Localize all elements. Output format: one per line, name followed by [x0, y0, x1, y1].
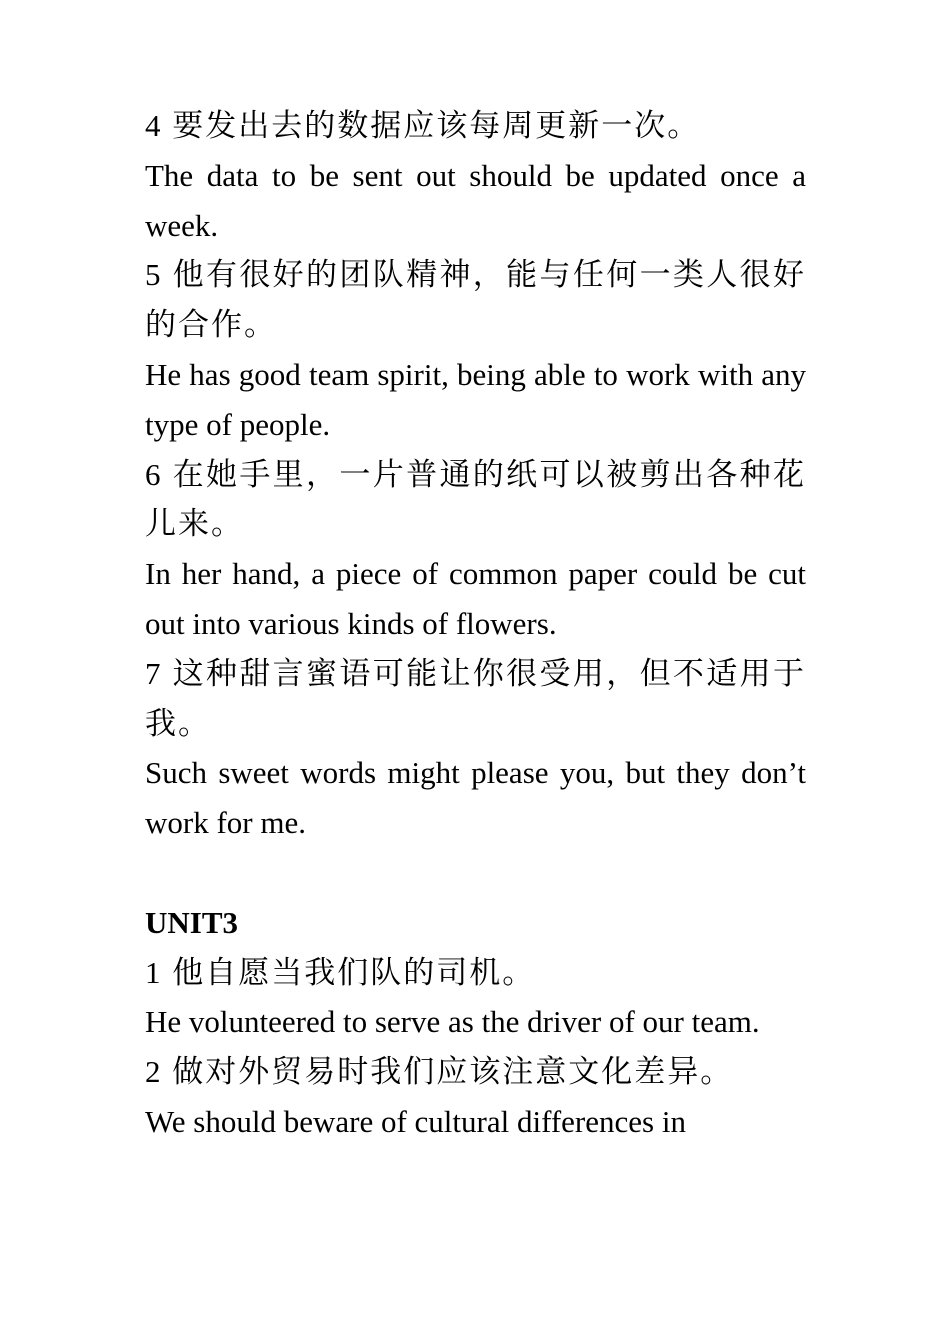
- sentence-english-4: The data to be sent out should be updated once a week.: [145, 157, 806, 243]
- unit3-sentence-chinese-1: 1 他自愿当我们队的司机。: [145, 954, 536, 990]
- sentence-chinese-7: 7 这种甜言蜜语可能让你很受用，但不适用于我。: [145, 655, 806, 741]
- sentence-english-7: Such sweet words might please you, but they don’t work for me.: [145, 755, 806, 841]
- blank-line: [145, 848, 806, 898]
- sentence-english-5: He has good team spirit, being able to work with any type of people.: [145, 356, 806, 442]
- sentence-chinese-4: 4 要发出去的数据应该每周更新一次。: [145, 108, 701, 143]
- sentence-english-6: In her hand, a piece of common paper could be cut out into various kinds of flowers.: [145, 556, 806, 641]
- unit3-sentence-english-1: He volunteered to serve as the driver of our team.: [145, 1004, 760, 1040]
- sentence-chinese-5: 5 他有很好的团队精神，能与任何一类人很好的合作。: [145, 257, 806, 343]
- unit3-sentence-english-2: We should beware of cultural differences in: [145, 1103, 686, 1139]
- unit3-sentence-chinese-2: 2 做对外贸易时我们应该注意文化差异。: [145, 1054, 734, 1090]
- unit-heading: UNIT3: [145, 904, 239, 940]
- document-page: [145, 101, 806, 1147]
- sentence-chinese-6: 6 在她手里，一片普通的纸可以被剪出各种花儿来。: [145, 456, 806, 542]
